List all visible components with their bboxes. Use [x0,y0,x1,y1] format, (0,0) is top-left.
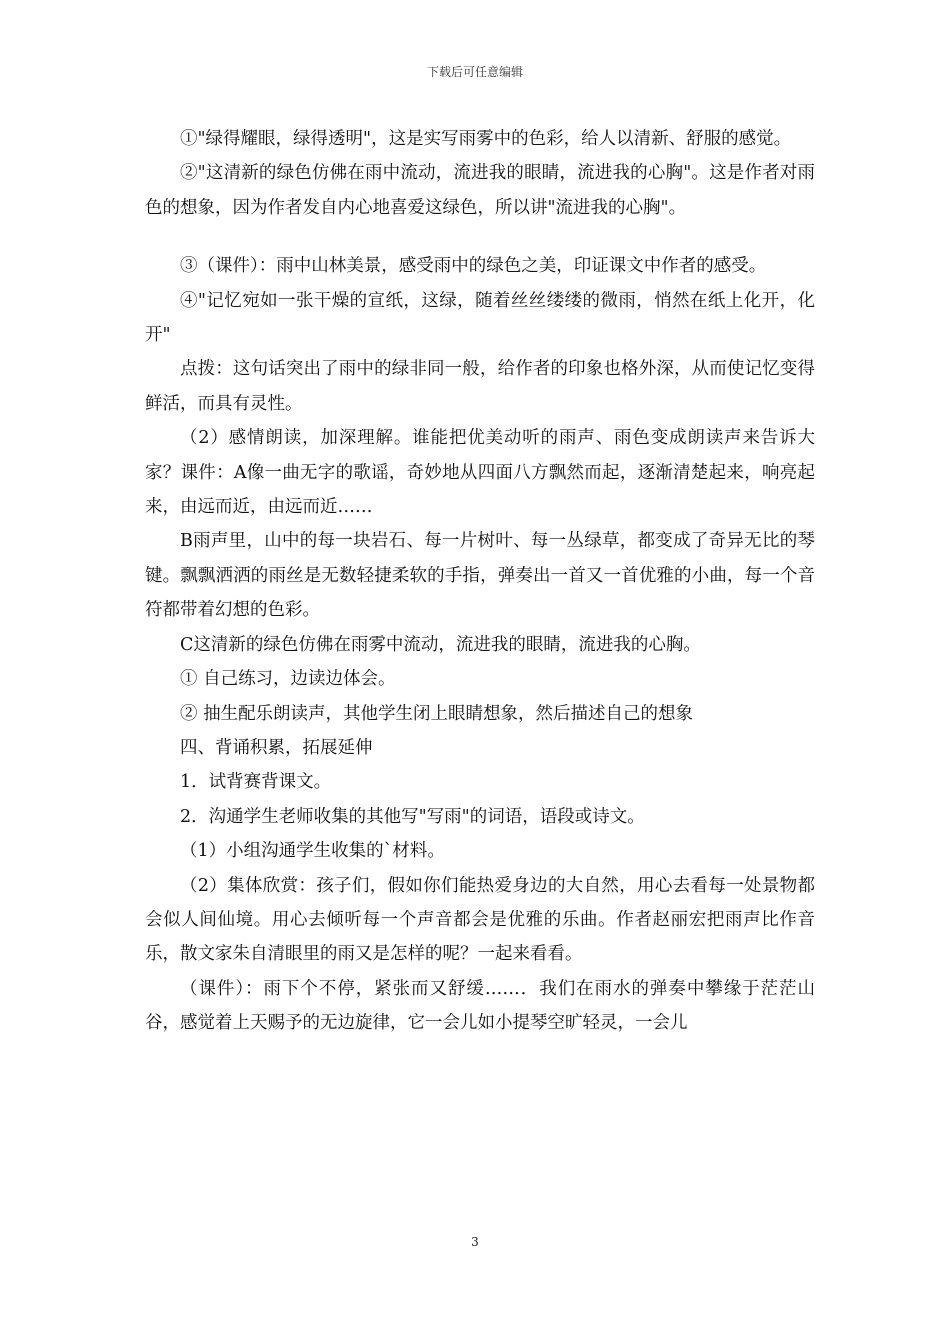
page-header: 下载后可任意编辑 [426,65,523,79]
paragraph-9: ① 自己练习，边读边体会。 [180,669,396,690]
page-number: 3 [471,1235,479,1249]
paragraph-12: 1．试背赛背课文。 [180,772,332,793]
paragraph-6: （2）感情朗读，加深理解。谁能把优美动听的雨声、雨色变成朗读声来告诉大家？课件：A像一曲无字的歌谣，奇妙地从四面八方飘然而起，逐渐清楚起来，响亮起来，由远而近，由远而近…… [145,428,815,518]
paragraph-10: ② 抽生配乐朗读声，其他学生闭上眼睛想象，然后描述自己的想象 [180,703,694,724]
paragraph-15: （2）集体欣赏：孩子们，假如你们能热爱身边的大自然，用心去看每一处景物都会似人间仙境。用心去倾听每一个声音都会是优雅的乐曲。作者赵丽宏把雨声比作音乐，散文家朱自清眼里的雨又是怎样的呢？一起来看看。 [145,875,815,965]
document-body [145,122,815,1041]
paragraph-8: C这清新的绿色仿佛在雨雾中流动，流进我的眼睛，流进我的心胸。 [180,634,701,655]
paragraph-1: ①"绿得耀眼，绿得透明"，这是实写雨雾中的色彩，给人以清新、舒服的感觉。 [180,129,792,149]
paragraph-5: 点拨：这句话突出了雨中的绿非同一般，给作者的印象也格外深，从而使记忆变得鲜活，而具有灵性。 [145,359,815,414]
paragraph-2: ②"这清新的绿色仿佛在雨中流动，流进我的眼睛，流进我的心胸"。这是作者对雨色的想象，因为作者发自内心地喜爱这绿色，所以讲"流进我的心胸"。 [145,163,815,218]
paragraph-4: ④"记忆宛如一张干燥的宣纸，这绿，随着丝丝缕缕的微雨，悄然在纸上化开，化开" [145,290,815,346]
paragraph-3: ③（课件）：雨中山林美景，感受雨中的绿色之美，印证课文中作者的感受。 [180,256,767,277]
paragraph-13: 2．沟通学生老师收集的其他写"写雨"的词语，语段或诗文。 [180,806,645,827]
paragraph-16: （课件）：雨下个不停，紧张而又舒缓……．我们在雨水的弹奏中攀缘于茫茫山谷，感觉着上天赐予的无边旋律，它一会儿如小提琴空旷轻灵，一会儿 [145,978,815,1034]
paragraph-14: （1）小组沟通学生收集的`材料。 [180,841,445,862]
paragraph-7: B雨声里，山中的每一块岩石、每一片树叶、每一丛绿草，都变成了奇异无比的琴键。飘飘洒洒的雨丝是无数轻捷柔软的手指，弹奏出一首又一首优雅的小曲，每一个音符都带着幻想的色彩。 [145,531,815,621]
section-heading: 四、背诵积累，拓展延伸 [180,737,373,758]
